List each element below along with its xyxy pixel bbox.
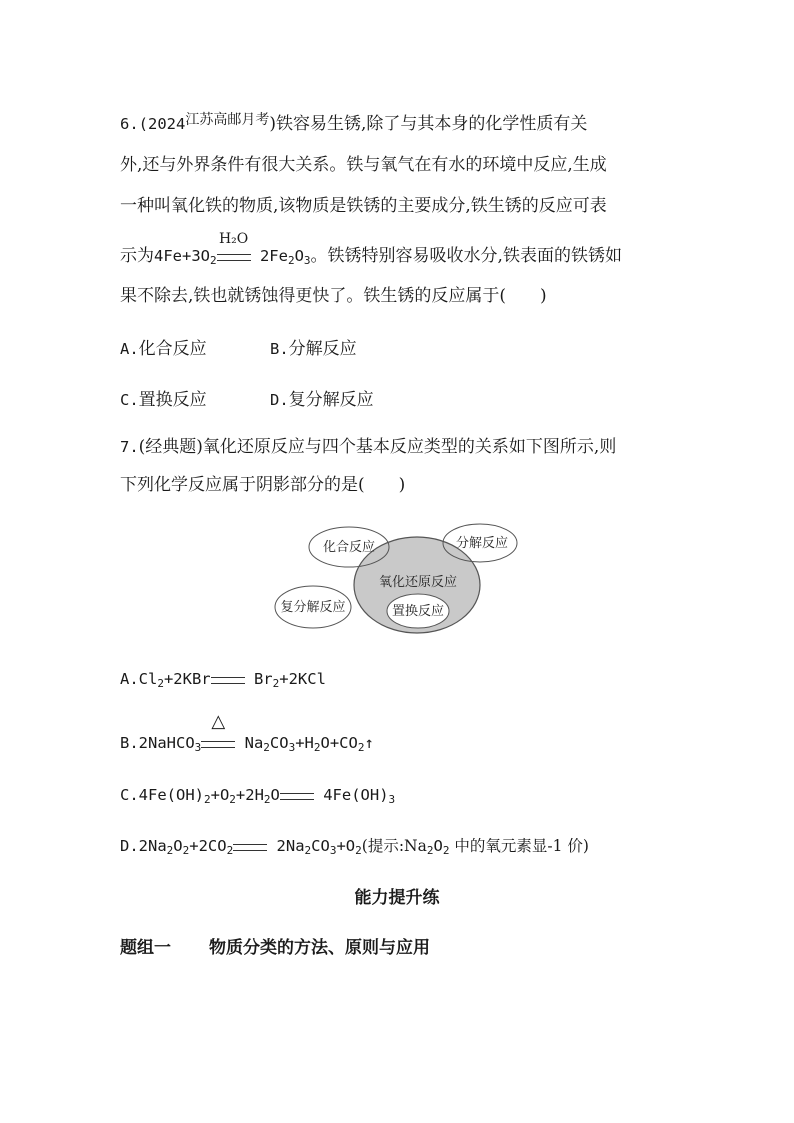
- q6-option-a[interactable]: A.化合反应: [120, 339, 207, 359]
- q6-option-b[interactable]: B.分解反应: [270, 339, 357, 359]
- q6-line5: 果不除去,铁也就锈蚀得更快了。铁生锈的反应属于( ): [120, 286, 547, 306]
- q6-source: 江苏高邮月考: [185, 112, 270, 128]
- heat-condition-icon: △: [211, 711, 226, 732]
- group-title-text: 物质分类的方法、原则与应用: [209, 938, 430, 958]
- equals-sign: [211, 667, 245, 691]
- q7-option-b[interactable]: B.2NaHCO$_3$ △ $Na_2CO_3+H_2O+CO_2↑$: [120, 711, 374, 754]
- q6-line4-prefix: 示为: [120, 246, 154, 266]
- label-combination: 化合反应: [322, 540, 376, 555]
- equals-sign: [280, 783, 314, 807]
- reaction-condition: H₂O: [218, 231, 249, 247]
- q6-number: 6.: [120, 115, 139, 133]
- q6-equation-right: $2Fe_2O_3$: [250, 247, 311, 267]
- label-redox: 氧化还原反应: [378, 575, 458, 590]
- q6-line2: 外,还与外界条件有很大关系。铁与氧气在有水的环境中反应,生成: [120, 155, 607, 175]
- q7-line2: 下列化学反应属于阴影部分的是( ): [120, 475, 406, 495]
- group-label: 题组一: [120, 938, 171, 958]
- equals-sign: [233, 834, 267, 858]
- q6-line4: [120, 231, 622, 268]
- reaction-type-diagram: [270, 520, 530, 640]
- section-title: 能力提升练: [354, 888, 440, 908]
- q6-line1-text: )铁容易生锈,除了与其本身的化学性质有关: [269, 114, 588, 134]
- equals-sign: [217, 231, 251, 268]
- q7-option-d[interactable]: $D.2Na_2O_2+2CO_2$ $2Na_2CO_3+O_2$(提示$:Na_2O_2$ 中的氧元素显-1 价): [120, 834, 589, 858]
- q6-option-c[interactable]: C.置换反应: [120, 390, 207, 410]
- q6-line3: 一种叫氧化铁的物质,该物质是铁锈的主要成分,铁生锈的反应可表: [120, 196, 607, 216]
- q6-option-d[interactable]: D.复分解反应: [270, 390, 374, 410]
- label-double-displacement: 复分解反应: [280, 600, 346, 615]
- q7-option-c[interactable]: $C.4Fe(OH)_2+O_2+2H_2O$ $4Fe(OH)_3$: [120, 783, 395, 807]
- equals-sign: [201, 711, 235, 755]
- q6-year: (2024: [138, 115, 186, 133]
- group-heading: [120, 933, 430, 958]
- q7-line1: 7.(经典题)氧化还原反应与四个基本反应类型的关系如下图所示,则: [120, 437, 617, 457]
- q6-line1: [120, 112, 587, 137]
- q6-equation-left: $4Fe+3O_2$: [154, 247, 217, 267]
- q7-option-a[interactable]: $A.Cl_2+2KBr$ $Br_2+2KCl$: [120, 667, 326, 691]
- q6-line4-text: 。铁锈特别容易吸收水分,铁表面的铁锈如: [310, 246, 622, 266]
- label-decomposition: 分解反应: [455, 536, 509, 551]
- q7-number: 7.: [120, 438, 139, 456]
- gas-arrow-icon: ↑: [364, 734, 374, 752]
- label-displacement: 置换反应: [391, 604, 445, 619]
